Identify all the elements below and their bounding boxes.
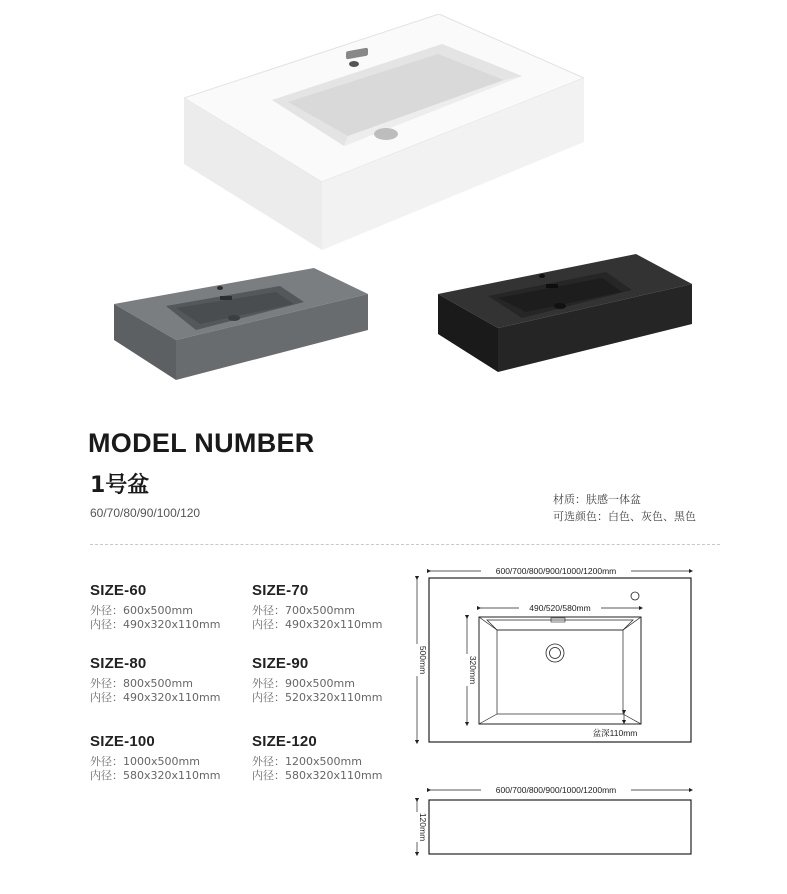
model-title: MODEL NUMBER: [88, 428, 315, 458]
inner-depth-label: 320mm: [468, 655, 478, 685]
inner-size: 内径：580x320x110mm: [90, 769, 221, 782]
material-line: 材质：肤感一体盆: [553, 493, 641, 506]
divider: [90, 544, 720, 545]
size-title: SIZE-100: [90, 733, 155, 750]
basin-depth-label: 盆深110mm: [592, 728, 638, 738]
technical-drawing: [405, 562, 705, 872]
grey-basin-image: [114, 268, 368, 402]
outer-size: 外径：1000x500mm: [90, 755, 200, 768]
inner-size: 内径：580x320x110mm: [252, 769, 383, 782]
size-block-120: [252, 733, 402, 783]
size-block-70: [252, 582, 402, 632]
size-list: 60/70/80/90/100/120: [90, 506, 201, 520]
side-width-label: 600/700/800/900/1000/1200mm: [495, 785, 617, 795]
inner-width-label: 490/520/580mm: [529, 603, 591, 613]
size-block-100: [90, 733, 240, 783]
black-basin-image: [438, 254, 692, 382]
side-height-label: 120mm: [418, 812, 428, 842]
top-width-label: 600/700/800/900/1000/1200mm: [495, 566, 617, 576]
size-title: SIZE-120: [252, 733, 317, 750]
tap-hole-icon: [631, 592, 639, 600]
size-title: SIZE-80: [90, 655, 147, 672]
inner-size: 内径：490x320x110mm: [90, 618, 221, 631]
outer-size: 外径：1200x500mm: [252, 755, 362, 768]
inner-size: 内径：520x320x110mm: [252, 691, 383, 704]
color-options-line: 可选颜色：白色、灰色、黑色: [553, 510, 696, 523]
material-info: [553, 491, 696, 525]
outer-size: 外径：800x500mm: [90, 677, 193, 690]
size-title: SIZE-70: [252, 582, 309, 599]
outer-size: 外径：700x500mm: [252, 604, 355, 617]
outer-size: 外径：600x500mm: [90, 604, 193, 617]
inner-size: 内径：490x320x110mm: [90, 691, 221, 704]
model-cn-title: 1号盆: [90, 473, 150, 498]
size-block-90: [252, 655, 402, 705]
size-title: SIZE-60: [90, 582, 147, 599]
side-view-outline: [429, 800, 691, 854]
drain-icon: [546, 644, 564, 662]
outer-size: 外径：900x500mm: [252, 677, 355, 690]
size-block-60: [90, 582, 240, 632]
depth-label: 500mm: [418, 645, 428, 675]
basin-outline: [479, 617, 641, 724]
size-block-80: [90, 655, 240, 705]
white-basin-image: [184, 14, 584, 254]
inner-size: 内径：490x320x110mm: [252, 618, 383, 631]
size-title: SIZE-90: [252, 655, 309, 672]
